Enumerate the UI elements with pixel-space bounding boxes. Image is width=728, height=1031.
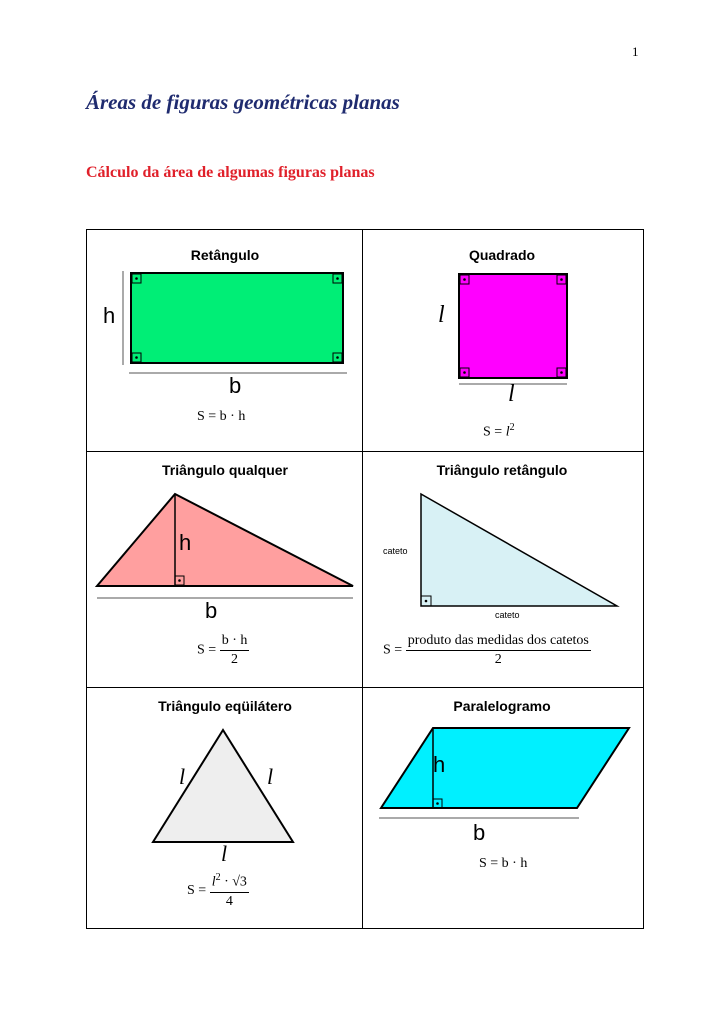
formula-num-exp: 2: [215, 872, 221, 883]
label-cateto-bottom: cateto: [495, 610, 520, 618]
formula-denominator: 2: [231, 652, 239, 667]
section-subtitle: Cálculo da área de algumas figuras planas: [86, 164, 375, 181]
label-right: l: [267, 764, 274, 789]
table-divider-row-2: [87, 687, 643, 688]
table-divider-row-1: [87, 451, 643, 452]
formula-num-var: l: [211, 874, 216, 890]
figures-table: [86, 229, 644, 929]
triangle-figure: [93, 490, 359, 620]
formula-lhs: S =: [483, 424, 506, 440]
label-h: h: [179, 530, 192, 555]
cell-title-paralelogramo: Paralelogramo: [453, 698, 551, 714]
cell-title-triangulo-retangulo: Triângulo retângulo: [436, 462, 568, 478]
formula-quadrado: [483, 422, 515, 441]
formula-num-rest: · √3: [220, 874, 247, 890]
formula-lhs: S =: [197, 642, 217, 658]
formula-retangulo: S = b · h: [197, 409, 246, 424]
table-divider-vertical: [362, 230, 363, 928]
label-h: h: [103, 303, 116, 328]
formula-fraction: [220, 633, 250, 668]
formula-var: l: [505, 424, 510, 440]
label-base: l: [508, 381, 515, 403]
formula-numerator: produto das medidas dos catetos: [406, 633, 591, 651]
cell-title-triangulo-equilatero: Triângulo eqüilátero: [158, 698, 292, 714]
formula-lhs: S =: [187, 883, 207, 899]
parallelogram-figure: [377, 724, 633, 844]
label-b: b: [205, 598, 218, 620]
formula-numerator: [210, 872, 249, 893]
formula-triangulo-retangulo: [383, 633, 591, 668]
formula-denominator: 2: [494, 652, 502, 667]
cell-title-quadrado: Quadrado: [468, 247, 536, 263]
page-number: 1: [632, 44, 639, 59]
cell-title-retangulo: Retângulo: [190, 247, 260, 263]
label-h: h: [433, 752, 446, 777]
right-triangle-figure: [377, 488, 637, 618]
formula-exp: 2: [509, 422, 515, 433]
square-figure: [432, 268, 582, 403]
label-b: b: [229, 373, 242, 395]
formula-fraction: [406, 633, 591, 668]
label-b: b: [473, 820, 486, 844]
label-side: l: [438, 302, 445, 328]
label-bottom: l: [221, 841, 228, 864]
label-left: l: [179, 764, 186, 789]
formula-denominator: 4: [225, 893, 233, 909]
formula-paralelogramo: S = b · h: [479, 856, 528, 871]
label-cateto-left: cateto: [383, 546, 408, 556]
formula-lhs: S =: [383, 642, 403, 658]
formula-numerator: b · h: [220, 633, 250, 651]
equilateral-triangle-figure: [145, 724, 315, 864]
formula-triangulo-qualquer: [197, 633, 249, 668]
formula-fraction: [210, 872, 249, 910]
formula-triangulo-equilatero: [187, 872, 249, 910]
cell-title-triangulo-qualquer: Triângulo qualquer: [161, 462, 288, 478]
rectangle-figure: [97, 265, 357, 395]
page-title: Áreas de figuras geométricas planas: [86, 90, 400, 114]
